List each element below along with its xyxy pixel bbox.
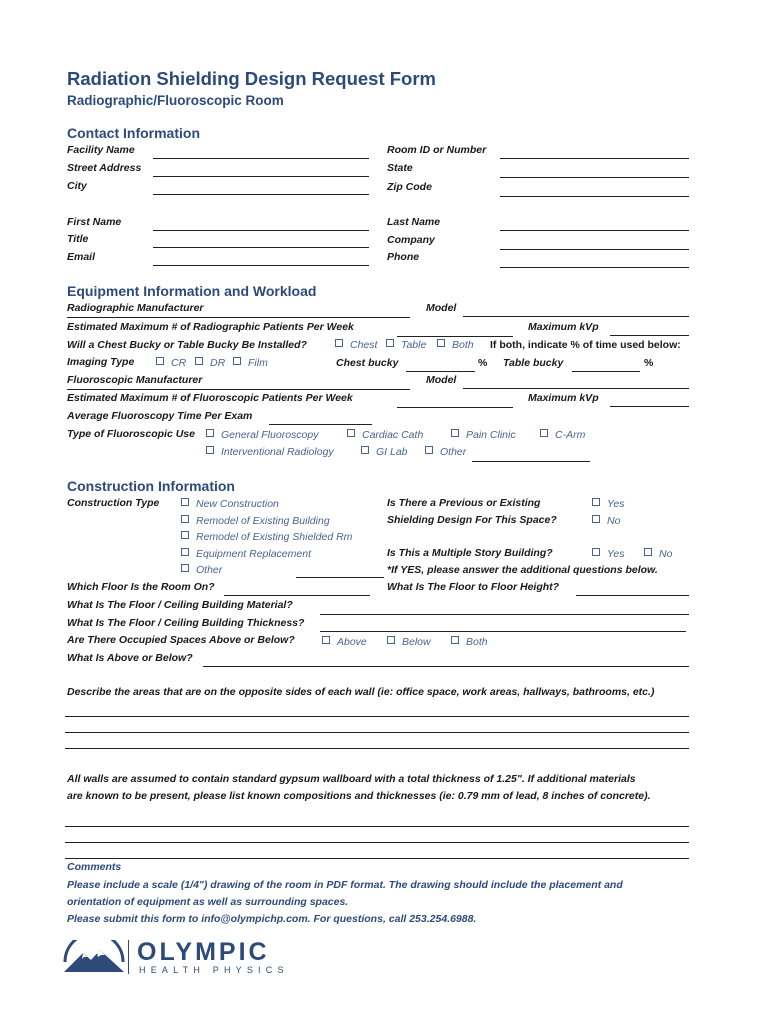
checkbox-icon — [592, 515, 600, 523]
street-address-label: Street Address — [67, 162, 142, 174]
email-field[interactable] — [153, 265, 369, 266]
checkbox-icon — [181, 515, 189, 523]
checkbox-icon — [361, 446, 369, 454]
imaging-dr-option[interactable]: DR — [195, 357, 225, 369]
checkbox-icon — [233, 357, 241, 365]
city-label: City — [67, 180, 87, 192]
checkbox-icon — [644, 548, 652, 556]
checkbox-icon — [335, 339, 343, 347]
floor-thickness-field[interactable] — [320, 631, 686, 632]
multi-story-note: *If YES, please answer the additional questions below. — [387, 564, 658, 576]
bucky-table-option[interactable]: Table — [386, 339, 426, 351]
construction-remodel-shielded-option[interactable]: Remodel of Existing Shielded Rm — [181, 531, 352, 543]
fluoro-interventional-option[interactable]: Interventional Radiology — [206, 446, 334, 458]
radiographic-manufacturer-field[interactable] — [67, 317, 410, 318]
describe-walls-prompt: Describe the areas that are on the opposite sides of each wall (ie: office space, work areas, hallways, bathrooms, etc.) — [67, 686, 655, 698]
checkbox-icon — [540, 429, 548, 437]
contact-heading: Contact Information — [67, 125, 200, 141]
form-subtitle: Radiographic/Fluoroscopic Room — [67, 93, 284, 108]
est-fluoroscopic-patients-label: Estimated Maximum # of Fluoroscopic Patients Per Week — [67, 392, 353, 404]
construction-other-field[interactable] — [296, 577, 384, 578]
walls-answer-line-1[interactable] — [65, 716, 689, 717]
avg-fluoro-time-label: Average Fluoroscopy Time Per Exam — [67, 410, 253, 422]
floor-thickness-label: What Is The Floor / Ceiling Building Thickness? — [67, 617, 305, 629]
street-address-field[interactable] — [153, 176, 369, 177]
fluoro-general-option[interactable]: General Fluoroscopy — [206, 429, 318, 441]
table-bucky-percent-sign: % — [644, 357, 654, 369]
scale-note-line1: Please include a scale (1/4") drawing of the room in PDF format. The drawing should include the placement and — [67, 879, 623, 891]
fluoroscopic-max-kvp-field[interactable] — [610, 406, 689, 407]
first-name-label: First Name — [67, 216, 122, 228]
walls-answer-line-3[interactable] — [65, 748, 689, 749]
construction-type-label: Construction Type — [67, 497, 160, 509]
submit-note: Please submit this form to info@olympichp.com. For questions, call 253.254.6988. — [67, 913, 477, 925]
est-radiographic-patients-label: Estimated Maximum # of Radiographic Patients Per Week — [67, 321, 354, 333]
gypsum-note-line2: are known to be present, please list known compositions and thicknesses (ie: 0.79 mm of lead, 8 inches of concrete). — [67, 790, 651, 802]
logo-wordmark: OLYMPIC — [137, 938, 270, 966]
checkbox-icon — [437, 339, 445, 347]
checkbox-icon — [181, 548, 189, 556]
last-name-field[interactable] — [500, 230, 689, 231]
construction-remodel-option[interactable]: Remodel of Existing Building — [181, 515, 330, 527]
multi-story-question: Is This a Multiple Story Building? — [387, 547, 553, 559]
imaging-film-option[interactable]: Film — [233, 357, 268, 369]
room-id-label: Room ID or Number — [387, 144, 487, 156]
est-radiographic-patients-field[interactable] — [397, 336, 513, 337]
zip-code-field[interactable] — [500, 196, 689, 197]
chest-bucky-label: Chest bucky — [336, 357, 399, 369]
radiographic-manufacturer-label: Radiographic Manufacturer — [67, 302, 204, 314]
room-id-field[interactable] — [500, 158, 689, 159]
state-field[interactable] — [500, 177, 689, 178]
checkbox-icon — [206, 429, 214, 437]
fluoroscopic-manufacturer-field[interactable] — [67, 389, 410, 390]
occupied-above-option[interactable]: Above — [322, 636, 367, 648]
radiographic-max-kvp-label: Maximum kVp — [528, 321, 599, 333]
previous-design-no-option[interactable]: No — [592, 515, 620, 527]
checkbox-icon — [451, 636, 459, 644]
zip-code-label: Zip Code — [387, 181, 432, 193]
gypsum-note-line1: All walls are assumed to contain standard gypsum wallboard with a total thickness of 1.25". If additional materials — [67, 773, 636, 785]
which-floor-label: Which Floor Is the Room On? — [67, 581, 215, 593]
checkbox-icon — [181, 564, 189, 572]
last-name-label: Last Name — [387, 216, 441, 228]
what-above-below-label: What Is Above or Below? — [67, 652, 193, 664]
mountain-logo-icon — [63, 940, 125, 979]
walls-answer-line-2[interactable] — [65, 732, 689, 733]
floor-height-label: What Is The Floor to Floor Height? — [387, 581, 560, 593]
logo-divider — [128, 940, 129, 974]
company-label: Company — [387, 234, 435, 246]
fluoro-other-field[interactable] — [472, 461, 590, 462]
materials-answer-line-3[interactable] — [65, 858, 689, 859]
scale-note-line2: orientation of equipment as well as surrounding spaces. — [67, 896, 349, 908]
checkbox-icon — [206, 446, 214, 454]
imaging-type-label: Imaging Type — [67, 356, 135, 368]
first-name-field[interactable] — [153, 230, 369, 231]
checkbox-icon — [386, 339, 394, 347]
occupied-below-option[interactable]: Below — [387, 636, 431, 648]
checkbox-icon — [387, 636, 395, 644]
checkbox-icon — [592, 548, 600, 556]
fluoro-c-arm-option[interactable]: C-Arm — [540, 429, 585, 441]
city-field[interactable] — [153, 194, 369, 195]
floor-material-label: What Is The Floor / Ceiling Building Material? — [67, 599, 293, 611]
occupied-both-option[interactable]: Both — [451, 636, 488, 648]
occupied-spaces-label: Are There Occupied Spaces Above or Below? — [67, 634, 295, 646]
floor-material-field[interactable] — [320, 614, 689, 615]
checkbox-icon — [451, 429, 459, 437]
equipment-heading: Equipment Information and Workload — [67, 283, 317, 299]
table-bucky-percent-field[interactable] — [572, 371, 640, 372]
logo-tagline: HEALTH PHYSICS — [139, 965, 289, 975]
previous-design-yes-option[interactable]: Yes — [592, 498, 625, 510]
state-label: State — [387, 162, 413, 174]
construction-heading: Construction Information — [67, 478, 235, 494]
facility-name-field[interactable] — [153, 158, 369, 159]
fluoro-pain-clinic-option[interactable]: Pain Clinic — [451, 429, 516, 441]
fluoroscopic-manufacturer-label: Fluoroscopic Manufacturer — [67, 374, 203, 386]
est-fluoroscopic-patients-field[interactable] — [397, 407, 513, 408]
construction-new-option[interactable]: New Construction — [181, 498, 279, 510]
radiographic-max-kvp-field[interactable] — [610, 335, 689, 336]
checkbox-icon — [195, 357, 203, 365]
materials-answer-line-1[interactable] — [65, 826, 689, 827]
construction-replacement-option[interactable]: Equipment Replacement — [181, 548, 311, 560]
avg-fluoro-time-field[interactable] — [269, 424, 372, 425]
checkbox-icon — [322, 636, 330, 644]
fluoroscopic-max-kvp-label: Maximum kVp — [528, 392, 599, 404]
facility-name-label: Facility Name — [67, 144, 135, 156]
fluoroscopic-model-label: Model — [426, 374, 457, 386]
checkbox-icon — [347, 429, 355, 437]
fluoroscopic-model-field[interactable] — [463, 388, 689, 389]
previous-design-question-line2: Shielding Design For This Space? — [387, 514, 557, 526]
company-field[interactable] — [500, 249, 689, 250]
table-bucky-label: Table bucky — [503, 357, 564, 369]
fluoro-other-option[interactable]: Other — [425, 446, 466, 458]
what-above-below-field[interactable] — [203, 666, 689, 667]
phone-label: Phone — [387, 251, 420, 263]
phone-field[interactable] — [500, 267, 689, 268]
comments-label: Comments — [67, 861, 122, 873]
previous-design-question-line1: Is There a Previous or Existing — [387, 497, 541, 509]
fluoro-use-label: Type of Fluoroscopic Use — [67, 428, 195, 440]
bucky-chest-option[interactable]: Chest — [335, 339, 377, 351]
which-floor-field[interactable] — [224, 595, 370, 596]
materials-answer-line-2[interactable] — [65, 842, 689, 843]
form-title: Radiation Shielding Design Request Form — [67, 68, 437, 89]
checkbox-icon — [425, 446, 433, 454]
title-label: Title — [67, 233, 89, 245]
bucky-percent-note: If both, indicate % of time used below: — [490, 339, 681, 351]
title-field[interactable] — [153, 247, 369, 248]
multi-story-no-option[interactable]: No — [644, 548, 672, 560]
fluoro-gi-lab-option[interactable]: GI Lab — [361, 446, 408, 458]
floor-height-field[interactable] — [576, 595, 689, 596]
fluoro-cardiac-cath-option[interactable]: Cardiac Cath — [347, 429, 423, 441]
checkbox-icon — [181, 498, 189, 506]
bucky-both-option[interactable]: Both — [437, 339, 474, 351]
checkbox-icon — [156, 357, 164, 365]
chest-bucky-percent-field[interactable] — [406, 371, 475, 372]
checkbox-icon — [592, 498, 600, 506]
email-label: Email — [67, 251, 96, 263]
radiographic-model-field[interactable] — [463, 316, 689, 317]
checkbox-icon — [181, 531, 189, 539]
bucky-question: Will a Chest Bucky or Table Bucky Be Installed? — [67, 339, 307, 351]
construction-other-option[interactable]: Other — [181, 564, 222, 576]
radiographic-model-label: Model — [426, 302, 457, 314]
imaging-cr-option[interactable]: CR — [156, 357, 186, 369]
chest-bucky-percent-sign: % — [478, 357, 488, 369]
multi-story-yes-option[interactable]: Yes — [592, 548, 625, 560]
